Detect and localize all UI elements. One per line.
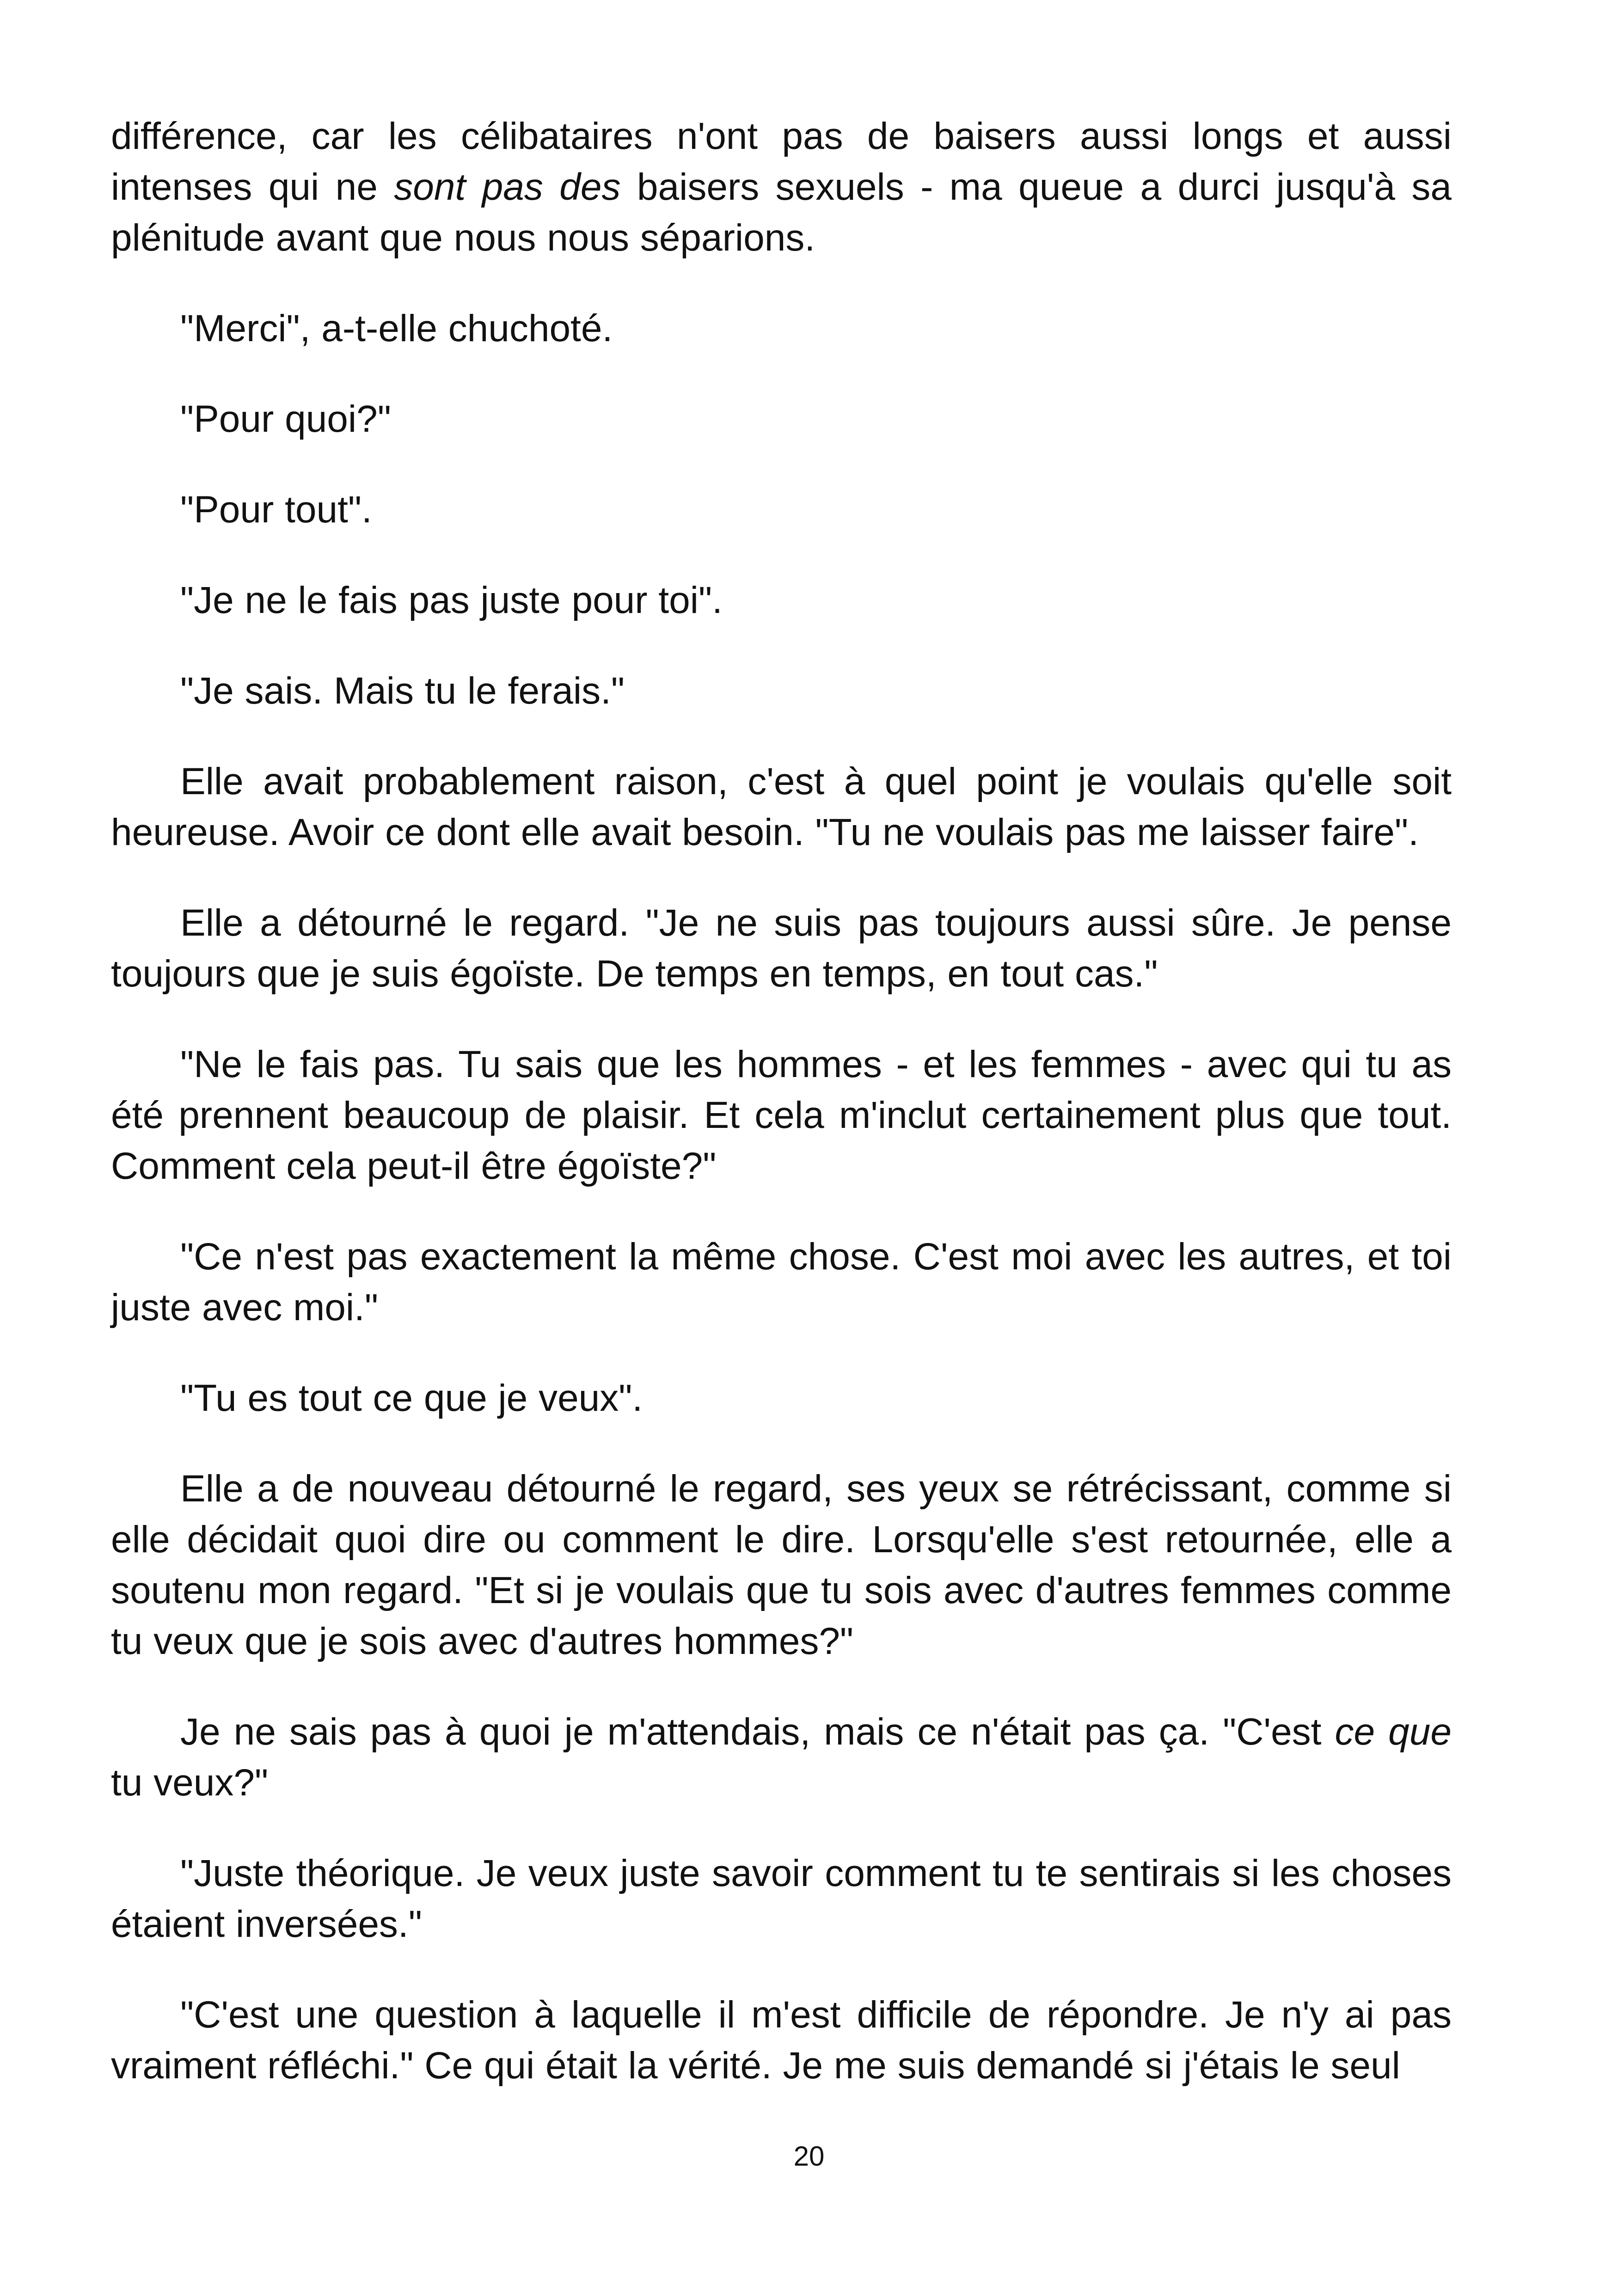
body-text (111, 111, 1452, 2131)
paragraph: Elle avait probablement raison, c'est à quel point je voulais qu'elle soit heureuse. Avoir ce dont elle avait besoin. "Tu ne voulais pas me laisser faire". (111, 760, 1452, 853)
paragraph: "Je sais. Mais tu le ferais." (180, 670, 625, 712)
page-number: 20 (793, 2141, 825, 2172)
paragraph: Je ne sais pas à quoi je m'attendais, mais ce n'était pas ça. "C'est ce que tu veux?" (111, 1711, 1452, 1804)
paragraph: "Pour quoi?" (180, 398, 391, 440)
paragraph: "Pour tout". (180, 489, 372, 531)
paragraph: différence, car les célibataires n'ont pas de baisers aussi longs et aussi intenses qui ne sont pas des baisers sexuels - ma queue a durci jusqu'à sa plénitude avant que nous nous séparions. (111, 115, 1452, 259)
paragraph: "Ce n'est pas exactement la même chose. C'est moi avec les autres, et toi juste avec moi." (111, 1236, 1452, 1329)
paragraph: Elle a détourné le regard. "Je ne suis pas toujours aussi sûre. Je pense toujours que je suis égoïste. De temps en temps, en tout cas." (111, 902, 1452, 995)
italic-emphasis: sont pas des (394, 166, 621, 208)
paragraph: "Je ne le fais pas juste pour toi". (180, 579, 723, 621)
paragraph: "Juste théorique. Je veux juste savoir comment tu te sentirais si les choses étaient inversées." (111, 1852, 1452, 1945)
paragraph: "C'est une question à laquelle il m'est difficile de répondre. Je n'y ai pas vraiment réfléchi." Ce qui était la vérité. Je me suis demandé si j'étais le seul (111, 1994, 1452, 2087)
paragraph: "Ne le fais pas. Tu sais que les hommes - et les femmes - avec qui tu as été prennent beaucoup de plaisir. Et cela m'inclut certainement plus que tout. Comment cela peut-il être égoïste?" (111, 1043, 1452, 1187)
paragraph: "Merci", a-t-elle chuchoté. (180, 307, 613, 349)
italic-emphasis: ce que (1335, 1711, 1452, 1753)
paragraph: Elle a de nouveau détourné le regard, ses yeux se rétrécissant, comme si elle décidait quoi dire ou comment le dire. Lorsqu'elle s'est retournée, elle a soutenu mon regard. "Et si je voulais que tu sois avec d'autres femmes comme tu veux que je sois avec d'autres hommes?" (111, 1468, 1452, 1662)
paragraph: "Tu es tout ce que je veux". (180, 1377, 643, 1419)
